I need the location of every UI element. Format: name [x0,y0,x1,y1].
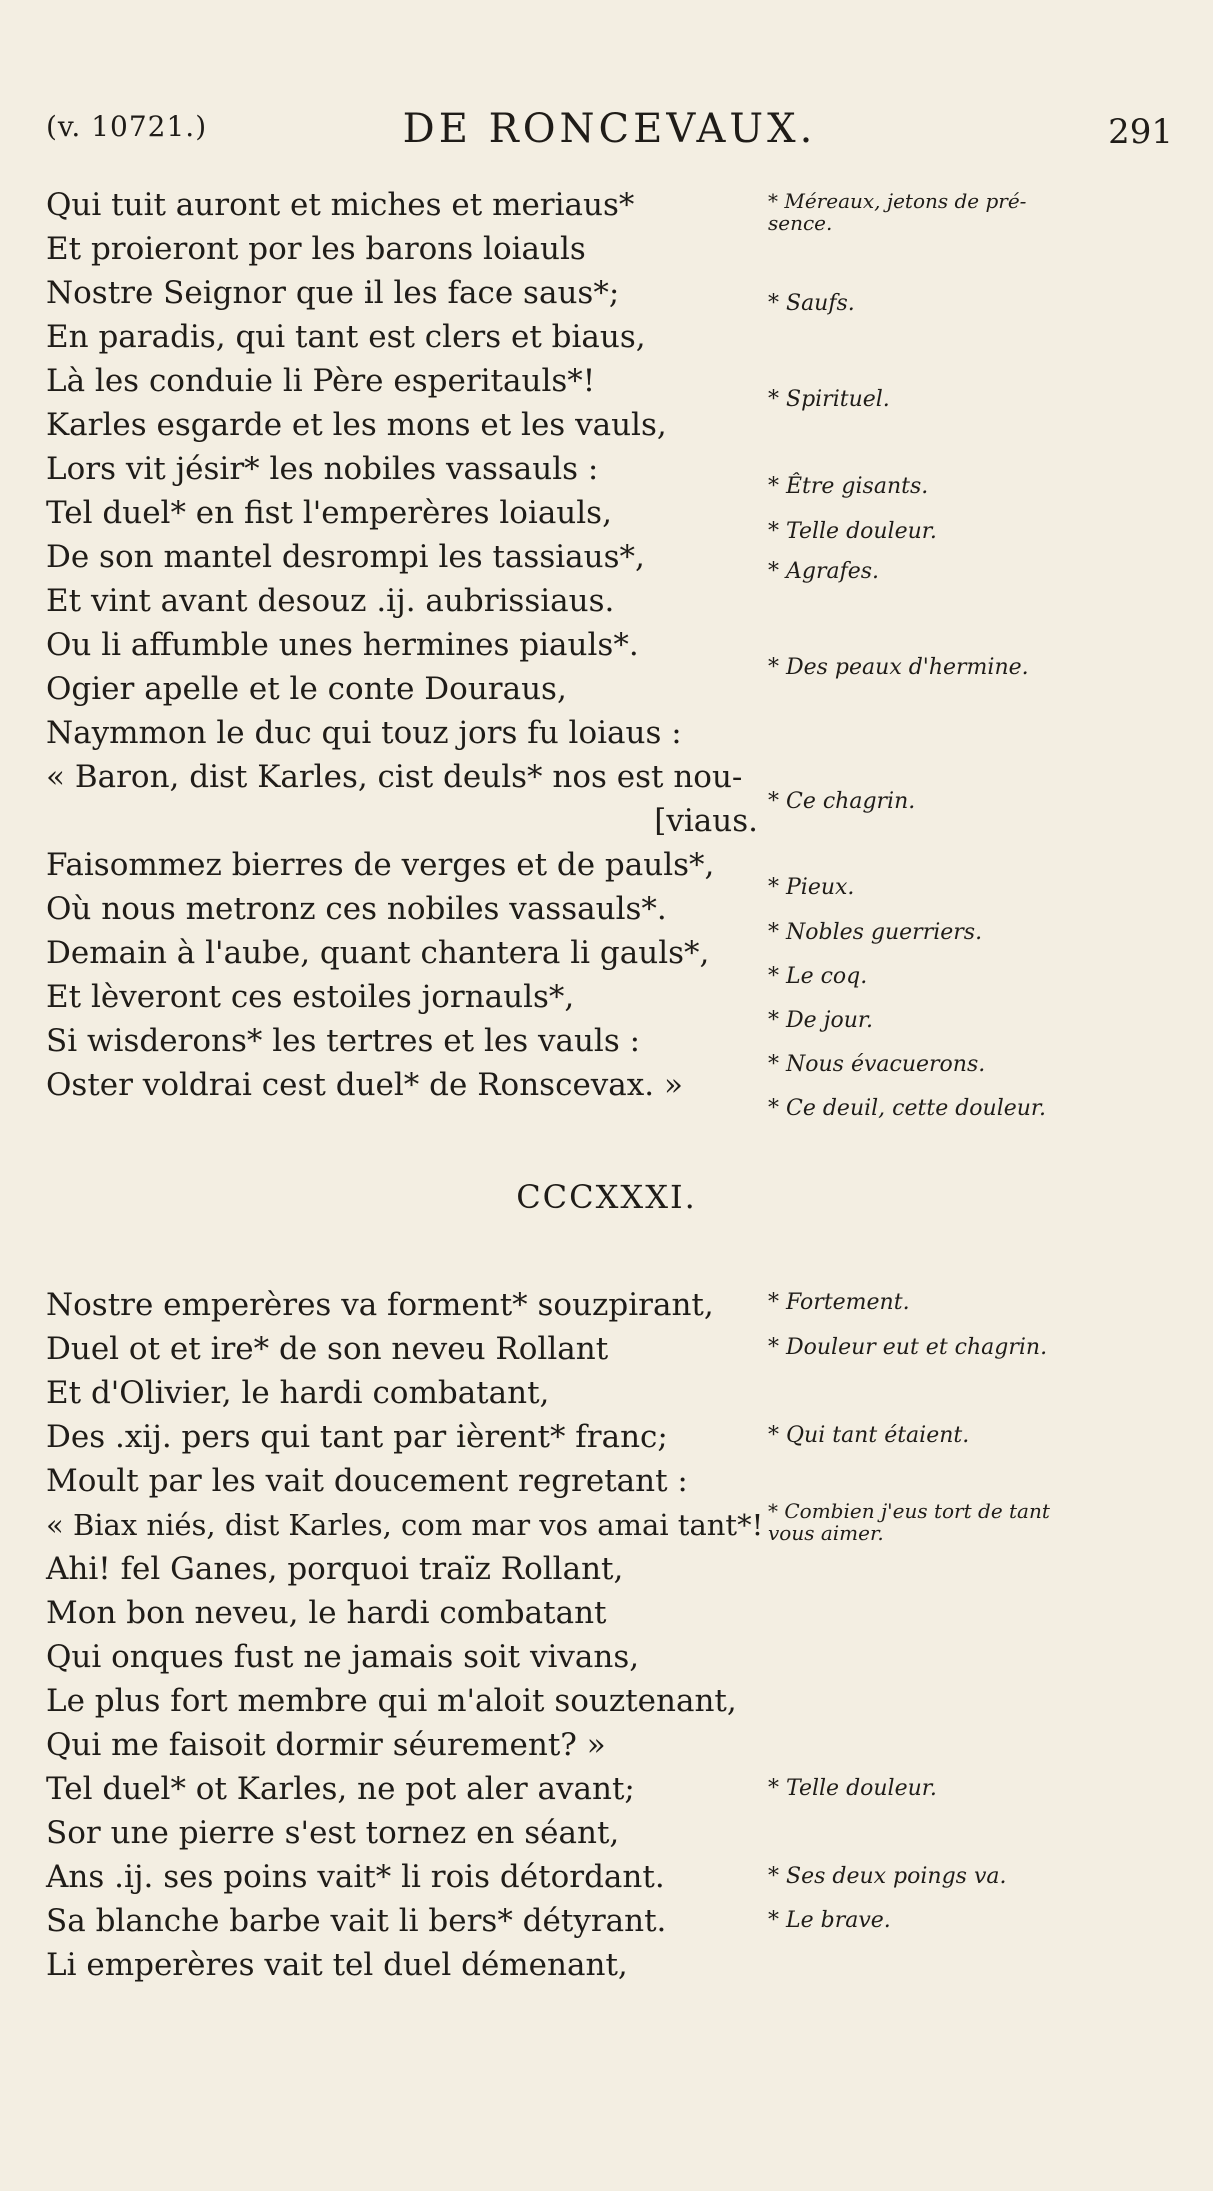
verse-line: Nostre Seignor que il les face saus*; [46,275,620,311]
verse-line: Demain à l'aube, quant chantera li gauls*, [46,935,710,971]
verse-line: Nostre emperères va forment* souzpirant, [46,1287,714,1323]
verse-line: Ogier apelle et le conte Douraus, [46,671,567,707]
verse-line: Des .xij. pers qui tant par ièrent* franc; [46,1419,668,1455]
verse-line: Ans .ij. ses poins vait* li rois détordant. [46,1859,665,1895]
verse-line: Tel duel* ot Karles, ne pot aler avant; [46,1771,635,1807]
margin-note: * Nous évacuerons. [768,1052,986,1077]
verse-line: En paradis, qui tant est clers et biaus, [46,319,646,355]
verse-line: Sor une pierre s'est tornez en séant, [46,1815,620,1851]
verse-line: Le plus fort membre qui m'aloit souztenant, [46,1683,737,1719]
margin-note: * Spirituel. [768,387,890,412]
verse-line: Où nous metronz ces nobiles vassauls*. [46,891,667,927]
verse-line: Et proieront por les barons loiauls [46,231,586,267]
margin-note: * Des peaux d'hermine. [768,655,1029,680]
verse-line: « Biax niés, dist Karles, com mar vos amai tant*! [46,1508,764,1542]
verse-line: Lors vit jésir* les nobiles vassauls : [46,451,599,487]
verse-line: Qui onques fust ne jamais soit vivans, [46,1639,640,1675]
verse-line: Et lèveront ces estoiles jornauls*, [46,979,575,1015]
page-number: 291 [1108,112,1173,152]
verse-line: Moult par les vait doucement regretant : [46,1463,688,1499]
verse-line: Ou li affumble unes hermines piauls*. [46,627,639,663]
margin-note: * Combien j'eus tort de tant vous aimer. [768,1499,1050,1545]
running-header [46,106,1173,162]
verse-line: Et d'Olivier, le hardi combatant, [46,1375,550,1411]
verse-line: Duel ot et ire* de son neveu Rollant [46,1331,609,1367]
verse-line: Là les conduie li Père esperitauls*! [46,363,596,399]
margin-note: * Ses deux poings va. [768,1864,1007,1889]
margin-note: * Ce deuil, cette douleur. [768,1096,1047,1121]
running-title: DE RONCEVAUX. [402,106,817,152]
margin-note: * De jour. [768,1008,873,1033]
verse-line: Oster voldrai cest duel* de Ronscevax. » [46,1067,683,1103]
verse-line: Si wisderons* les tertres et les vauls : [46,1023,641,1059]
verse-line-continuation: [viaus. [654,803,758,839]
margin-note: * Le brave. [768,1908,891,1933]
verse-line: Mon bon neveu, le hardi combatant [46,1595,607,1631]
verse-line: Qui tuit auront et miches et meriaus* [46,187,635,223]
verse-line: Faisommez bierres de verges et de pauls*, [46,847,715,883]
margin-note: * Nobles guerriers. [768,920,983,945]
margin-note: * Telle douleur. [768,519,937,544]
margin-note: * Agrafes. [768,559,880,584]
verse-line: Tel duel* en fist l'emperères loiauls, [46,495,612,531]
verse-line: Naymmon le duc qui touz jors fu loiaus : [46,715,682,751]
margin-note: * Pieux. [768,875,855,900]
margin-note: * Telle douleur. [768,1776,937,1801]
verse-line: Li emperères vait tel duel démenant, [46,1947,628,1983]
verse-line: Et vint avant desouz .ij. aubrissiaus. [46,583,615,619]
margin-note: * Le coq. [768,964,868,989]
margin-note: * Ce chagrin. [768,789,916,814]
verse-line: « Baron, dist Karles, cist deuls* nos est nou- [46,759,743,795]
verse-reference: (v. 10721.) [46,110,208,143]
section-number: CCCXXXI. [516,1178,697,1216]
verse-line: Ahi! fel Ganes, porquoi traïz Rollant, [46,1551,624,1587]
margin-note: * Être gisants. [768,474,929,499]
margin-note: * Douleur eut et chagrin. [768,1335,1048,1360]
verse-line: Qui me faisoit dormir séurement? » [46,1727,606,1763]
verse-line: De son mantel desrompi les tassiaus*, [46,539,645,575]
margin-note: * Méreaux, jetons de pré-sence. [768,189,1027,235]
verse-line: Karles esgarde et les mons et les vauls, [46,407,667,443]
margin-note: * Saufs. [768,291,855,316]
verse-line: Sa blanche barbe vait li bers* détyrant. [46,1903,667,1939]
margin-note: * Qui tant étaient. [768,1423,970,1448]
margin-note: * Fortement. [768,1290,910,1315]
